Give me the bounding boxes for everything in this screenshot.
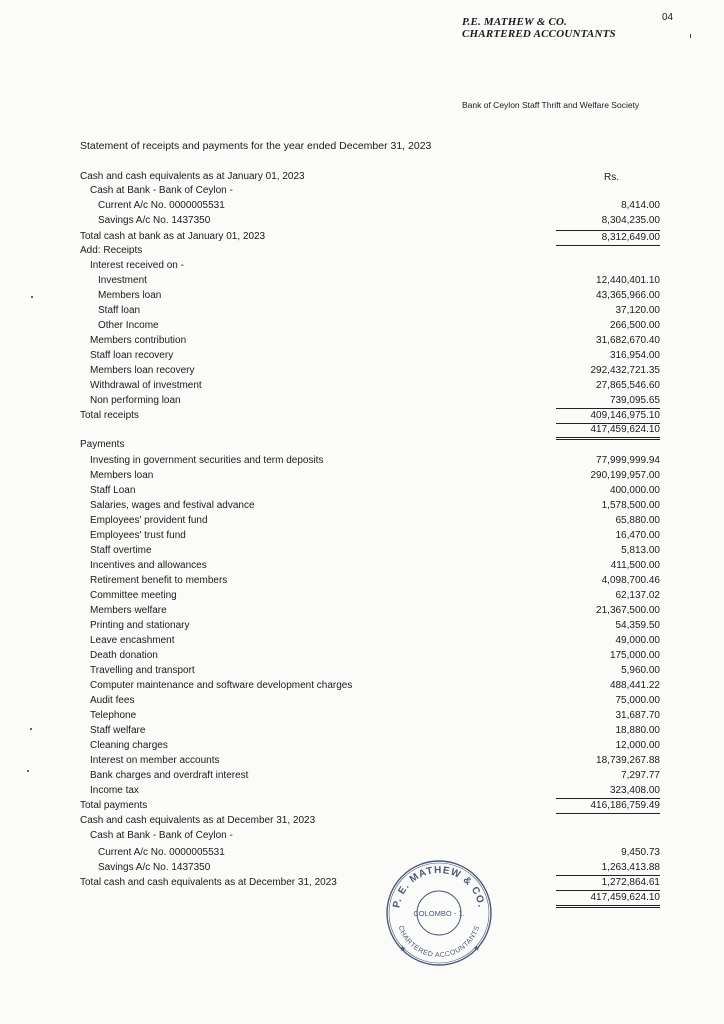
- row-amount: 4,098,700.46: [601, 575, 660, 586]
- statement-row: [80, 619, 660, 633]
- row-label: Staff overtime: [90, 545, 152, 556]
- firm-name: P.E. MATHEW & CO.: [462, 16, 568, 28]
- statement-row: [80, 709, 660, 723]
- row-label: Current A/c No. 0000005531: [98, 200, 225, 211]
- row-amount: 27,865,546.60: [596, 380, 660, 391]
- row-amount: 400,000.00: [609, 485, 660, 496]
- row-label: Computer maintenance and software development charges: [90, 680, 353, 691]
- statement-row: [80, 349, 660, 363]
- statement-row: [80, 379, 660, 393]
- row-amount: 323,408.00: [556, 784, 660, 799]
- row-label: Death donation: [90, 650, 158, 661]
- row-label: Non performing loan: [90, 395, 181, 406]
- row-label: Members contribution: [90, 335, 187, 346]
- row-label: Total receipts: [80, 410, 139, 421]
- row-label: Cash at Bank - Bank of Ceylon -: [90, 185, 233, 196]
- row-amount: 417,459,624.10: [556, 891, 660, 908]
- statement-row: [80, 799, 660, 813]
- row-amount: 290,199,957.00: [590, 470, 660, 481]
- row-amount: 18,880.00: [615, 725, 660, 736]
- statement-row: [80, 484, 660, 498]
- statement-title: Statement of receipts and payments for the year ended December 31, 2023: [80, 140, 432, 152]
- row-amount: 316,954.00: [609, 350, 660, 361]
- row-amount: 417,459,624.10: [556, 423, 660, 440]
- statement-row: [80, 394, 660, 408]
- row-label: Investing in government securities and term deposits: [90, 455, 324, 466]
- row-amount: 65,880.00: [615, 515, 660, 526]
- statement-row: [80, 274, 660, 288]
- statement-row: [80, 679, 660, 693]
- svg-text:P. E. MATHEW & CO.: [391, 865, 486, 909]
- row-amount: 5,813.00: [621, 545, 660, 556]
- row-label: Employees' provident fund: [90, 515, 208, 526]
- row-label: Incentives and allowances: [90, 560, 207, 571]
- statement-row: [80, 829, 660, 843]
- statement-row: [80, 814, 660, 828]
- scan-speck: [690, 34, 691, 38]
- row-amount: 488,441.22: [609, 680, 660, 691]
- firm-seal-stamp: [383, 855, 495, 967]
- statement-row: [80, 544, 660, 558]
- statement-row: [80, 170, 660, 184]
- row-amount: 5,960.00: [621, 665, 660, 676]
- row-amount: 8,312,649.00: [556, 230, 660, 246]
- row-amount: 266,500.00: [609, 320, 660, 331]
- row-amount: 31,682,670.40: [596, 335, 660, 346]
- row-label: Members loan: [90, 470, 154, 481]
- row-amount: 8,414.00: [621, 200, 660, 211]
- statement-row: [80, 589, 660, 603]
- row-label: Total cash at bank as at January 01, 2023: [80, 231, 266, 242]
- row-label: Interest on member accounts: [90, 755, 220, 766]
- row-label: Interest received on -: [90, 260, 184, 271]
- row-label: Cash at Bank - Bank of Ceylon -: [90, 830, 233, 841]
- row-amount: 16,470.00: [615, 530, 660, 541]
- statement-row: [80, 604, 660, 618]
- statement-row: [80, 184, 660, 198]
- row-amount: 739,095.65: [556, 394, 660, 409]
- row-label: Employees' trust fund: [90, 530, 186, 541]
- scan-speck: [30, 728, 32, 730]
- statement-row: [80, 319, 660, 333]
- statement-row: [80, 199, 660, 213]
- row-amount: 1,263,413.88: [556, 861, 660, 876]
- row-label: Printing and stationary: [90, 620, 190, 631]
- row-amount: 62,137.02: [615, 590, 660, 601]
- row-amount: 43,365,966.00: [596, 290, 660, 301]
- row-amount: 411,500.00: [610, 560, 660, 571]
- row-label: Telephone: [90, 710, 137, 721]
- row-label: Current A/c No. 0000005531: [98, 847, 225, 858]
- row-amount: 1,578,500.00: [601, 500, 660, 511]
- statement-row: [80, 694, 660, 708]
- statement-row: [80, 724, 660, 738]
- row-label: Withdrawal of investment: [90, 380, 202, 391]
- stamp-star: ★: [399, 944, 407, 953]
- row-label: Add: Receipts: [80, 245, 143, 256]
- statement-row: [80, 364, 660, 378]
- stamp-bottom-text: CHARTERED ACCOUNTANTS: [396, 924, 482, 960]
- row-amount: 18,739,267.88: [596, 755, 660, 766]
- row-label: Members welfare: [90, 605, 167, 616]
- statement-row: [80, 499, 660, 513]
- row-amount: 77,999,999.94: [596, 455, 660, 466]
- statement-row: [80, 574, 660, 588]
- statement-row: [80, 769, 660, 783]
- row-amount: 49,000.00: [615, 635, 660, 646]
- stamp-star: ★: [473, 944, 481, 953]
- statement-row: [80, 514, 660, 528]
- row-label: Committee meeting: [90, 590, 177, 601]
- statement-row: [80, 423, 660, 437]
- statement-row: [80, 891, 660, 905]
- row-amount: 75,000.00: [615, 695, 660, 706]
- stamp-center-text: COLOMBO - 1.: [413, 909, 465, 918]
- row-amount: 54,359.50: [615, 620, 660, 631]
- row-label: Leave encashment: [90, 635, 175, 646]
- row-label: Payments: [80, 439, 125, 450]
- row-amount: 12,000.00: [615, 740, 660, 751]
- statement-row: [80, 230, 660, 244]
- row-amount: 37,120.00: [615, 305, 660, 316]
- row-amount: 7,297.77: [621, 770, 660, 781]
- scan-speck: [31, 296, 33, 298]
- row-label: Savings A/c No. 1437350: [98, 215, 211, 226]
- statement-row: [80, 214, 660, 228]
- statement-row: [80, 289, 660, 303]
- statement-row: [80, 739, 660, 753]
- row-label: Staff Loan: [90, 485, 136, 496]
- statement-row: [80, 438, 660, 452]
- row-label: Bank charges and overdraft interest: [90, 770, 249, 781]
- scan-speck: [27, 770, 29, 772]
- society-name: Bank of Ceylon Staff Thrift and Welfare Society: [462, 100, 640, 110]
- statement-row: [80, 634, 660, 648]
- row-label: Total cash and cash equivalents as at December 31, 2023: [80, 877, 337, 888]
- statement-row: [80, 454, 660, 468]
- row-amount: 12,440,401.10: [596, 275, 660, 286]
- row-label: Retirement benefit to members: [90, 575, 228, 586]
- statement-row: [80, 754, 660, 768]
- statement-row: [80, 559, 660, 573]
- svg-text:CHARTERED ACCOUNTANTS: [397, 925, 482, 959]
- row-label: Staff loan recovery: [90, 350, 174, 361]
- row-label: Members loan recovery: [90, 365, 195, 376]
- row-label: Cleaning charges: [90, 740, 168, 751]
- row-label: Staff welfare: [90, 725, 146, 736]
- row-label: Investment: [98, 275, 147, 286]
- statement-row: [80, 861, 660, 875]
- statement-row: [80, 529, 660, 543]
- statement-row: [80, 244, 660, 258]
- statement-row: [80, 334, 660, 348]
- statement-row: [80, 409, 660, 423]
- row-amount: 409,146,975.10: [556, 409, 660, 424]
- statement-row: [80, 304, 660, 318]
- statement-row: [80, 259, 660, 273]
- statement-row: [80, 846, 660, 860]
- row-label: Savings A/c No. 1437350: [98, 862, 211, 873]
- row-label: Total payments: [80, 800, 148, 811]
- row-amount: 21,367,500.00: [596, 605, 660, 616]
- row-amount: 8,304,235.00: [601, 215, 660, 226]
- stamp-top-text: P. E. MATHEW & CO.: [391, 864, 487, 909]
- row-label: Cash and cash equivalents as at January 01, 2023: [80, 171, 305, 182]
- currency-label: Rs.: [604, 172, 619, 183]
- row-amount: 1,272,864.61: [556, 876, 660, 891]
- page-number: 04: [662, 12, 674, 23]
- statement-row: [80, 469, 660, 483]
- statement-row: [80, 649, 660, 663]
- row-amount: 31,687.70: [615, 710, 660, 721]
- row-label: Travelling and transport: [90, 665, 195, 676]
- statement-row: [80, 876, 660, 890]
- row-amount: 175,000.00: [609, 650, 660, 661]
- row-label: Salaries, wages and festival advance: [90, 500, 255, 511]
- row-label: Other Income: [98, 320, 159, 331]
- row-label: Staff loan: [98, 305, 141, 316]
- row-label: Income tax: [90, 785, 139, 796]
- firm-subtitle: CHARTERED ACCOUNTANTS: [462, 28, 616, 40]
- row-amount: 9,450.73: [621, 847, 660, 858]
- row-label: Audit fees: [90, 695, 135, 706]
- row-amount: 416,186,759.49: [556, 799, 660, 814]
- statement-row: [80, 784, 660, 798]
- row-label: Cash and cash equivalents as at December 31, 2023: [80, 815, 316, 826]
- row-amount: 292,432,721.35: [590, 365, 660, 376]
- statement-row: [80, 664, 660, 678]
- row-label: Members loan: [98, 290, 162, 301]
